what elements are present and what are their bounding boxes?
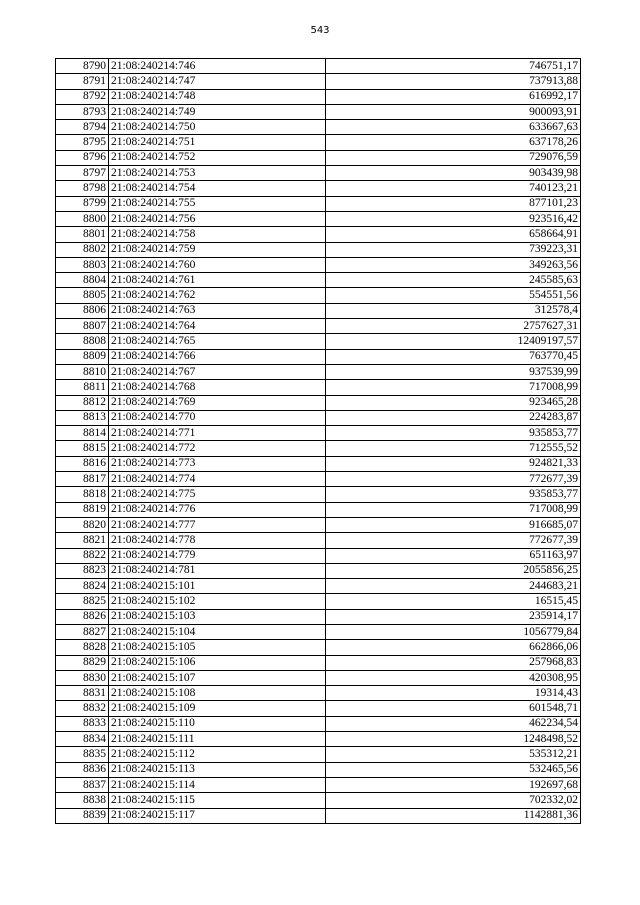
amount-cell: 772677,39 xyxy=(326,533,581,548)
amount-cell: 737913,88 xyxy=(326,74,581,89)
table-row xyxy=(56,319,581,334)
amount-cell: 903439,98 xyxy=(326,166,581,181)
cadastral-number-cell: 21:08:240214:750 xyxy=(109,120,326,135)
table-row xyxy=(56,380,581,395)
cadastral-number-cell: 21:08:240214:777 xyxy=(109,517,326,532)
amount-cell: 923465,28 xyxy=(326,395,581,410)
table-row xyxy=(56,563,581,578)
cadastral-number-cell: 21:08:240214:762 xyxy=(109,288,326,303)
cadastral-number-cell: 21:08:240214:781 xyxy=(109,563,326,578)
row-number-cell: 8810 xyxy=(56,364,109,379)
cadastral-number-cell: 21:08:240215:102 xyxy=(109,594,326,609)
amount-cell: 462234,54 xyxy=(326,716,581,731)
amount-cell: 616992,17 xyxy=(326,89,581,104)
amount-cell: 554551,56 xyxy=(326,288,581,303)
row-number-cell: 8806 xyxy=(56,303,109,318)
amount-cell: 935853,77 xyxy=(326,426,581,441)
row-number-cell: 8827 xyxy=(56,624,109,639)
cadastral-number-cell: 21:08:240214:760 xyxy=(109,257,326,272)
table-row xyxy=(56,747,581,762)
amount-cell: 245585,63 xyxy=(326,273,581,288)
cadastral-number-cell: 21:08:240214:776 xyxy=(109,502,326,517)
cadastral-number-cell: 21:08:240214:754 xyxy=(109,181,326,196)
table-row xyxy=(56,594,581,609)
cadastral-number-cell: 21:08:240215:101 xyxy=(109,579,326,594)
amount-cell: 244683,21 xyxy=(326,579,581,594)
amount-cell: 2055856,25 xyxy=(326,563,581,578)
amount-cell: 739223,31 xyxy=(326,242,581,257)
amount-cell: 916685,07 xyxy=(326,517,581,532)
table-row xyxy=(56,655,581,670)
row-number-cell: 8835 xyxy=(56,747,109,762)
row-number-cell: 8833 xyxy=(56,716,109,731)
row-number-cell: 8792 xyxy=(56,89,109,104)
row-number-cell: 8800 xyxy=(56,211,109,226)
cadastral-number-cell: 21:08:240215:111 xyxy=(109,732,326,747)
amount-cell: 937539,99 xyxy=(326,364,581,379)
row-number-cell: 8817 xyxy=(56,472,109,487)
cadastral-number-cell: 21:08:240214:770 xyxy=(109,410,326,425)
cadastral-number-cell: 21:08:240215:110 xyxy=(109,716,326,731)
row-number-cell: 8791 xyxy=(56,74,109,89)
amount-cell: 1248498,52 xyxy=(326,732,581,747)
cadastral-number-cell: 21:08:240215:113 xyxy=(109,762,326,777)
amount-cell: 712555,52 xyxy=(326,441,581,456)
table-row xyxy=(56,364,581,379)
amount-cell: 740123,21 xyxy=(326,181,581,196)
amount-cell: 729076,59 xyxy=(326,150,581,165)
cadastral-number-cell: 21:08:240214:746 xyxy=(109,59,326,74)
row-number-cell: 8796 xyxy=(56,150,109,165)
table-row xyxy=(56,59,581,74)
cadastral-number-cell: 21:08:240215:107 xyxy=(109,670,326,685)
row-number-cell: 8799 xyxy=(56,196,109,211)
amount-cell: 633667,63 xyxy=(326,120,581,135)
cadastral-number-cell: 21:08:240214:765 xyxy=(109,334,326,349)
row-number-cell: 8837 xyxy=(56,777,109,792)
cadastral-number-cell: 21:08:240214:756 xyxy=(109,211,326,226)
amount-cell: 532465,56 xyxy=(326,762,581,777)
amount-cell: 717008,99 xyxy=(326,380,581,395)
table-row xyxy=(56,793,581,808)
row-number-cell: 8826 xyxy=(56,609,109,624)
amount-cell: 900093,91 xyxy=(326,104,581,119)
amount-cell: 746751,17 xyxy=(326,59,581,74)
table-row xyxy=(56,456,581,471)
cadastral-number-cell: 21:08:240214:761 xyxy=(109,273,326,288)
page-number: 543 xyxy=(310,25,330,36)
row-number-cell: 8814 xyxy=(56,426,109,441)
table-row xyxy=(56,349,581,364)
amount-cell: 224283,87 xyxy=(326,410,581,425)
table-row xyxy=(56,487,581,502)
table-row xyxy=(56,716,581,731)
amount-cell: 1056779,84 xyxy=(326,624,581,639)
cadastral-number-cell: 21:08:240214:751 xyxy=(109,135,326,150)
table-row xyxy=(56,670,581,685)
row-number-cell: 8820 xyxy=(56,517,109,532)
cadastral-number-cell: 21:08:240214:753 xyxy=(109,166,326,181)
row-number-cell: 8822 xyxy=(56,548,109,563)
table-row xyxy=(56,472,581,487)
amount-cell: 877101,23 xyxy=(326,196,581,211)
cadastral-number-cell: 21:08:240214:772 xyxy=(109,441,326,456)
table-row xyxy=(56,777,581,792)
table-row xyxy=(56,762,581,777)
cadastral-number-cell: 21:08:240214:758 xyxy=(109,227,326,242)
row-number-cell: 8795 xyxy=(56,135,109,150)
cadastral-number-cell: 21:08:240214:771 xyxy=(109,426,326,441)
row-number-cell: 8790 xyxy=(56,59,109,74)
table-row xyxy=(56,410,581,425)
cadastral-number-cell: 21:08:240215:105 xyxy=(109,640,326,655)
table-row xyxy=(56,640,581,655)
amount-cell: 12409197,57 xyxy=(326,334,581,349)
table-row xyxy=(56,166,581,181)
cadastral-number-cell: 21:08:240215:109 xyxy=(109,701,326,716)
cadastral-number-cell: 21:08:240214:779 xyxy=(109,548,326,563)
amount-cell: 235914,17 xyxy=(326,609,581,624)
row-number-cell: 8823 xyxy=(56,563,109,578)
row-number-cell: 8829 xyxy=(56,655,109,670)
table-row xyxy=(56,288,581,303)
table-row xyxy=(56,120,581,135)
amount-cell: 772677,39 xyxy=(326,472,581,487)
table-row xyxy=(56,196,581,211)
cadastral-number-cell: 21:08:240215:104 xyxy=(109,624,326,639)
cadastral-number-cell: 21:08:240214:778 xyxy=(109,533,326,548)
amount-cell: 601548,71 xyxy=(326,701,581,716)
amount-cell: 19314,43 xyxy=(326,686,581,701)
cadastral-number-cell: 21:08:240214:764 xyxy=(109,319,326,334)
table-row xyxy=(56,257,581,272)
table-row xyxy=(56,609,581,624)
row-number-cell: 8805 xyxy=(56,288,109,303)
row-number-cell: 8824 xyxy=(56,579,109,594)
row-number-cell: 8813 xyxy=(56,410,109,425)
amount-cell: 662866,06 xyxy=(326,640,581,655)
amount-cell: 651163,97 xyxy=(326,548,581,563)
table-row xyxy=(56,395,581,410)
amount-cell: 2757627,31 xyxy=(326,319,581,334)
cadastral-number-cell: 21:08:240215:112 xyxy=(109,747,326,762)
amount-cell: 312578,4 xyxy=(326,303,581,318)
table-row xyxy=(56,548,581,563)
row-number-cell: 8830 xyxy=(56,670,109,685)
row-number-cell: 8828 xyxy=(56,640,109,655)
row-number-cell: 8815 xyxy=(56,441,109,456)
table-row xyxy=(56,808,581,823)
table-row xyxy=(56,273,581,288)
amount-cell: 763770,45 xyxy=(326,349,581,364)
row-number-cell: 8821 xyxy=(56,533,109,548)
row-number-cell: 8809 xyxy=(56,349,109,364)
row-number-cell: 8831 xyxy=(56,686,109,701)
amount-cell: 349263,56 xyxy=(326,257,581,272)
row-number-cell: 8839 xyxy=(56,808,109,823)
cadastral-number-cell: 21:08:240215:108 xyxy=(109,686,326,701)
amount-cell: 658664,91 xyxy=(326,227,581,242)
cadastral-number-cell: 21:08:240214:768 xyxy=(109,380,326,395)
cadastral-number-cell: 21:08:240215:103 xyxy=(109,609,326,624)
table-row xyxy=(56,242,581,257)
table-row xyxy=(56,426,581,441)
table-row xyxy=(56,89,581,104)
table-row xyxy=(56,701,581,716)
cadastral-number-cell: 21:08:240214:749 xyxy=(109,104,326,119)
row-number-cell: 8836 xyxy=(56,762,109,777)
cadastral-number-cell: 21:08:240214:748 xyxy=(109,89,326,104)
table-row xyxy=(56,181,581,196)
table-row xyxy=(56,150,581,165)
amount-cell: 923516,42 xyxy=(326,211,581,226)
row-number-cell: 8801 xyxy=(56,227,109,242)
amount-cell: 637178,26 xyxy=(326,135,581,150)
cadastral-number-cell: 21:08:240214:774 xyxy=(109,472,326,487)
table-row xyxy=(56,135,581,150)
row-number-cell: 8832 xyxy=(56,701,109,716)
cadastral-number-cell: 21:08:240214:769 xyxy=(109,395,326,410)
amount-cell: 420308,95 xyxy=(326,670,581,685)
cadastral-number-cell: 21:08:240215:117 xyxy=(109,808,326,823)
row-number-cell: 8825 xyxy=(56,594,109,609)
row-number-cell: 8803 xyxy=(56,257,109,272)
table-row xyxy=(56,732,581,747)
cadastral-number-cell: 21:08:240214:747 xyxy=(109,74,326,89)
row-number-cell: 8807 xyxy=(56,319,109,334)
amount-cell: 16515,45 xyxy=(326,594,581,609)
row-number-cell: 8818 xyxy=(56,487,109,502)
cadastral-number-cell: 21:08:240214:775 xyxy=(109,487,326,502)
row-number-cell: 8808 xyxy=(56,334,109,349)
row-number-cell: 8793 xyxy=(56,104,109,119)
cadastral-number-cell: 21:08:240215:114 xyxy=(109,777,326,792)
amount-cell: 935853,77 xyxy=(326,487,581,502)
row-number-cell: 8838 xyxy=(56,793,109,808)
row-number-cell: 8794 xyxy=(56,120,109,135)
table-row xyxy=(56,502,581,517)
row-number-cell: 8811 xyxy=(56,380,109,395)
row-number-cell: 8812 xyxy=(56,395,109,410)
cadastral-number-cell: 21:08:240214:767 xyxy=(109,364,326,379)
cadastral-number-cell: 21:08:240214:773 xyxy=(109,456,326,471)
registry-table xyxy=(55,58,581,824)
table-row xyxy=(56,334,581,349)
table-row xyxy=(56,579,581,594)
cadastral-number-cell: 21:08:240214:752 xyxy=(109,150,326,165)
cadastral-number-cell: 21:08:240214:755 xyxy=(109,196,326,211)
amount-cell: 192697,68 xyxy=(326,777,581,792)
amount-cell: 702332,02 xyxy=(326,793,581,808)
row-number-cell: 8834 xyxy=(56,732,109,747)
cadastral-number-cell: 21:08:240214:759 xyxy=(109,242,326,257)
row-number-cell: 8804 xyxy=(56,273,109,288)
cadastral-number-cell: 21:08:240214:766 xyxy=(109,349,326,364)
row-number-cell: 8798 xyxy=(56,181,109,196)
registry-table-body xyxy=(56,59,581,824)
cadastral-number-cell: 21:08:240214:763 xyxy=(109,303,326,318)
cadastral-number-cell: 21:08:240215:106 xyxy=(109,655,326,670)
amount-cell: 257968,83 xyxy=(326,655,581,670)
amount-cell: 924821,33 xyxy=(326,456,581,471)
table-row xyxy=(56,441,581,456)
row-number-cell: 8797 xyxy=(56,166,109,181)
table-row xyxy=(56,686,581,701)
table-row xyxy=(56,517,581,532)
row-number-cell: 8816 xyxy=(56,456,109,471)
cadastral-number-cell: 21:08:240215:115 xyxy=(109,793,326,808)
table-row xyxy=(56,227,581,242)
amount-cell: 1142881,36 xyxy=(326,808,581,823)
table-row xyxy=(56,104,581,119)
row-number-cell: 8802 xyxy=(56,242,109,257)
amount-cell: 535312,21 xyxy=(326,747,581,762)
amount-cell: 717008,99 xyxy=(326,502,581,517)
row-number-cell: 8819 xyxy=(56,502,109,517)
table-row xyxy=(56,533,581,548)
table-row xyxy=(56,74,581,89)
table-row xyxy=(56,624,581,639)
table-row xyxy=(56,303,581,318)
table-row xyxy=(56,211,581,226)
